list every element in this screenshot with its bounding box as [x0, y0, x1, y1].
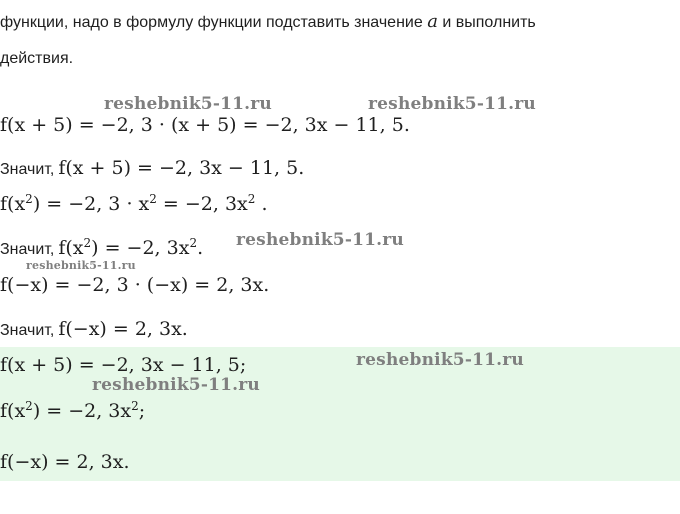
equation-5	[0, 273, 269, 297]
watermark: reshebnik5-11.ru	[356, 350, 524, 370]
answer-1-text: f(x + 5) = −2, 3x − 11, 5;	[0, 354, 247, 376]
watermark: reshebnik5-11.ru	[104, 94, 272, 114]
eq4-part: .	[197, 237, 204, 259]
intro-text-line-2: действия.	[0, 50, 74, 67]
eq3-part: = −2, 3x	[156, 193, 248, 215]
watermark: reshebnik5-11.ru	[92, 375, 260, 395]
answer-2-exponent: 2	[131, 399, 139, 413]
watermark: reshebnik5-11.ru	[26, 259, 136, 272]
watermark: reshebnik5-11.ru	[368, 94, 536, 114]
answer-block	[0, 347, 680, 481]
eq3-exponent: 2	[247, 192, 256, 206]
watermark: reshebnik5-11.ru	[236, 230, 404, 250]
answer-2-exponent: 2	[25, 399, 33, 413]
answer-2-part: ;	[138, 400, 146, 422]
equation-2-text: f(x + 5) = −2, 3x − 11, 5.	[58, 157, 305, 179]
equation-3	[0, 192, 268, 216]
eq4-exponent: 2	[189, 236, 198, 250]
conclusion-3	[0, 317, 188, 343]
equation-1-text: f(x + 5) = −2, 3 · (x + 5) = −2, 3x − 11, 5.	[0, 114, 410, 136]
eq3-exponent: 2	[149, 192, 157, 206]
answer-line-2	[0, 399, 145, 423]
eq3-part: ) = −2, 3 · x	[32, 193, 150, 215]
conclusion-word: Значит,	[0, 322, 55, 339]
eq4-part: f(x	[58, 237, 84, 259]
variable-a: a	[427, 11, 438, 32]
eq3-part: .	[255, 193, 268, 215]
intro-text-after: и выполнить	[437, 14, 536, 31]
equation-6-text: f(−x) = 2, 3x.	[58, 318, 188, 340]
answer-line-1	[0, 353, 246, 377]
intro-line-1	[0, 10, 536, 35]
answer-3-text: f(−x) = 2, 3x.	[0, 451, 130, 473]
intro-text-before: функции, надо в формулу функции подставить значение	[0, 14, 428, 31]
answer-2-part: f(x	[0, 400, 26, 422]
conclusion-1	[0, 156, 304, 182]
conclusion-word: Значит,	[0, 241, 55, 258]
eq3-part: f(x	[0, 193, 26, 215]
eq4-exponent: 2	[83, 236, 92, 250]
equation-1	[0, 113, 410, 137]
intro-line-2	[0, 47, 73, 71]
eq3-exponent: 2	[25, 192, 33, 206]
answer-line-3	[0, 450, 130, 474]
answer-2-part: ) = −2, 3x	[32, 400, 132, 422]
equation-5-text: f(−x) = −2, 3 · (−x) = 2, 3x.	[0, 274, 270, 296]
conclusion-word: Значит,	[0, 161, 55, 178]
eq4-part: ) = −2, 3x	[91, 237, 190, 259]
